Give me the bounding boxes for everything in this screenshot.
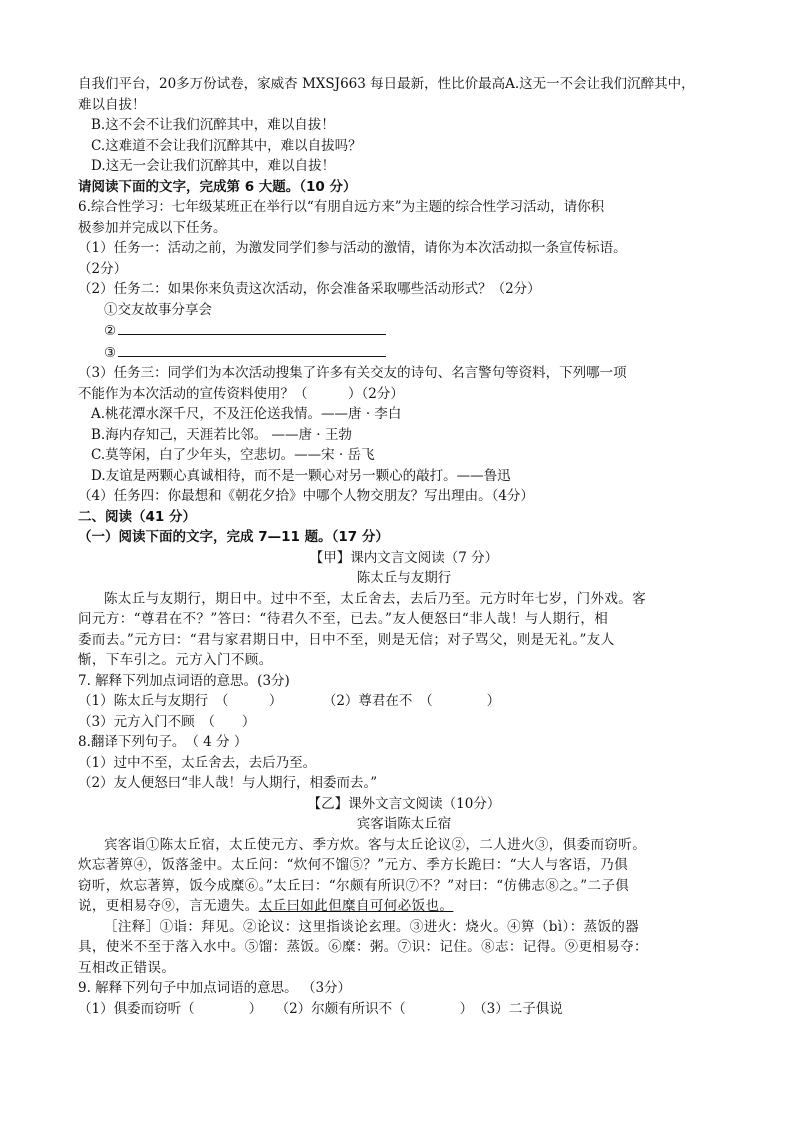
passage-b-line-2: 炊忘著箅④，饭落釜中。太丘问：“炊何不馏⑤？”元方、季方长跪曰：“大人与客语，乃俱 bbox=[78, 857, 629, 873]
notes-line-2: 具，使米不至于落入水中。⑤馏：蒸饭。⑥糜：粥。⑦识：记住。⑧志：记得。⑨更相易夺： bbox=[78, 939, 648, 955]
task-2-item-2-label: ② bbox=[104, 323, 117, 339]
task-1: （1）任务一：活动之前，为激发同学们参与活动的激情，请你为本次活动拟一条宣传标语。 bbox=[78, 240, 627, 256]
question-7-item-3: （3）元方入门不顾 （ ） bbox=[78, 713, 256, 730]
task-3-option-a: A.桃花潭水深千尺，不及汪伦送我情。——唐 · 李白 bbox=[91, 406, 402, 422]
passage-b-heading: 【乙】课外文言文阅读（10分） bbox=[307, 795, 501, 812]
task-2-item-3-label: ③ bbox=[104, 344, 117, 361]
passage-b-line-3: 窃听，炊忘著箅，饭今成糜⑥。”太丘曰：“尔颇有所识⑦不？”对曰：“仿佛志⑧之。”二子俱 bbox=[78, 877, 630, 894]
task-2: （2）任务二：如果你来负责这次活动，你会准备采取哪些活动形式？（2分） bbox=[78, 281, 541, 297]
task-3-cont: 不能作为本次活动的宣传资料使用？（ ）（2分） bbox=[78, 385, 404, 402]
option-d: D.这无一会让我们沉醉其中，难以自拔！ bbox=[91, 158, 336, 174]
section-instruction-6: 请阅读下面的文字，完成第 6 大题。（10 分） bbox=[78, 178, 357, 195]
question-8: 8.翻译下列句子。 （ 4 分 ） bbox=[78, 734, 248, 750]
task-4: （4）任务四：你最想和《朝花夕拾》中哪个人物交朋友？写出理由。（4分） bbox=[78, 488, 534, 504]
notes-line-3: 互相改正错误。 bbox=[78, 959, 176, 976]
task-3-option-c: C.莫等闲，白了少年头，空悲切。——宋 · 岳飞 bbox=[91, 447, 375, 463]
option-c: C.这难道不会让我们沉醉其中，难以自拔吗？ bbox=[91, 137, 362, 154]
question-6-intro-cont: 极参加并完成以下任务。 bbox=[78, 219, 227, 236]
task-2-item-1: ①交友故事分享会 bbox=[104, 301, 212, 318]
task-2-item-2 bbox=[78, 320, 730, 342]
passage-b-line-4-text: 说，更相易夺⑨，言无遗失。 bbox=[78, 898, 259, 914]
passage-b-line-1: 宾客诣①陈太丘宿，太丘使元方、季方炊。客与太丘论议②，二人进火③，俱委而窃听。 bbox=[104, 836, 647, 853]
task-2-item-3 bbox=[78, 342, 730, 364]
task-3: （3）任务三：同学们为本次活动搜集了许多有关交友的诗句、名言警句等资料，下列哪一项 bbox=[78, 365, 627, 381]
passage-b-underlined-sentence: 太丘曰如此但糜自可何必饭也。 bbox=[258, 898, 454, 914]
question-6-intro: 6.综合性学习：七年级某班正在举行以“有朋自远方来”为主题的综合性学习活动，请你积 bbox=[78, 199, 605, 215]
notes-line-1: ［注释］①诣：拜见。②论议：这里指谈论玄理。③进火：烧火。④箅（bì）：蒸饭的器 bbox=[104, 918, 640, 935]
task-1-score: （2分） bbox=[78, 260, 128, 277]
passage-b-title: 宾客诣陈太丘宿 bbox=[356, 816, 452, 832]
question-8-item-1: （1）过中不至，太丘舍去，去后乃至。 bbox=[78, 754, 317, 771]
task-3-option-b: B.海内存知己，天涯若比邻。 ——唐 · 王勃 bbox=[91, 426, 352, 443]
passage-a-line-3: 委而去。”元方曰：“君与家君期日中，日中不至，则是无信；对子骂父，则是无礼。”友人 bbox=[78, 631, 615, 648]
question-7: 7. 解释下列加点词语的意思。(3分) bbox=[78, 672, 290, 689]
text-line-2: 难以自拔！ bbox=[78, 96, 146, 113]
question-9-items: （1）俱委而窃听（ ） （2）尔颇有所识不（ ） （3）二子俱说 bbox=[78, 1000, 563, 1017]
passage-a-line-4: 惭，下车引之。元方入门不顾。 bbox=[78, 652, 273, 668]
question-9: 9. 解释下列句子中加点词语的意思。 （3分） bbox=[78, 980, 352, 996]
passage-b-line-4 bbox=[78, 896, 730, 917]
answer-blank-3[interactable] bbox=[118, 342, 386, 357]
answer-blank-2[interactable] bbox=[118, 320, 386, 335]
text-line-1: 自我们平台，20多万份试卷，家威杏 MXSJ663 每日最新，性比价最高A.这无一不会让我们沉醉其中， bbox=[78, 76, 695, 92]
section-2-1-heading: （一）阅读下面的文字，完成 7—11 题。（17 分） bbox=[78, 529, 389, 545]
passage-a-line-1: 陈太丘与友期行，期日中。过中不至，太丘舍去，去后乃至。元方时年七岁，门外戏。客 bbox=[104, 590, 647, 607]
passage-a-line-2: 问元方：“尊君在不？”答曰：“待君久不至，已去。”友人便怒曰“非人哉！与人期行，相 bbox=[78, 611, 609, 627]
section-2-heading: 二、阅读（41 分） bbox=[78, 508, 196, 525]
passage-a-heading: 【甲】课内文言文阅读（7 分） bbox=[309, 549, 499, 566]
question-8-item-2: （2）友人便怒曰“非人哉！与人期行，相委而去。” bbox=[78, 775, 378, 791]
option-b: B.这不会不让我们沉醉其中，难以自拔！ bbox=[91, 117, 335, 133]
passage-a-title: 陈太丘与友期行 bbox=[356, 570, 452, 586]
question-7-items-1-2: （1）陈太丘与友期行 （ ） （2）尊君在不 （ ） bbox=[78, 693, 501, 709]
task-3-option-d: D.友谊是两颗心真诚相待，而不是一颗心对另一颗心的敲打。——鲁迅 bbox=[91, 467, 511, 484]
